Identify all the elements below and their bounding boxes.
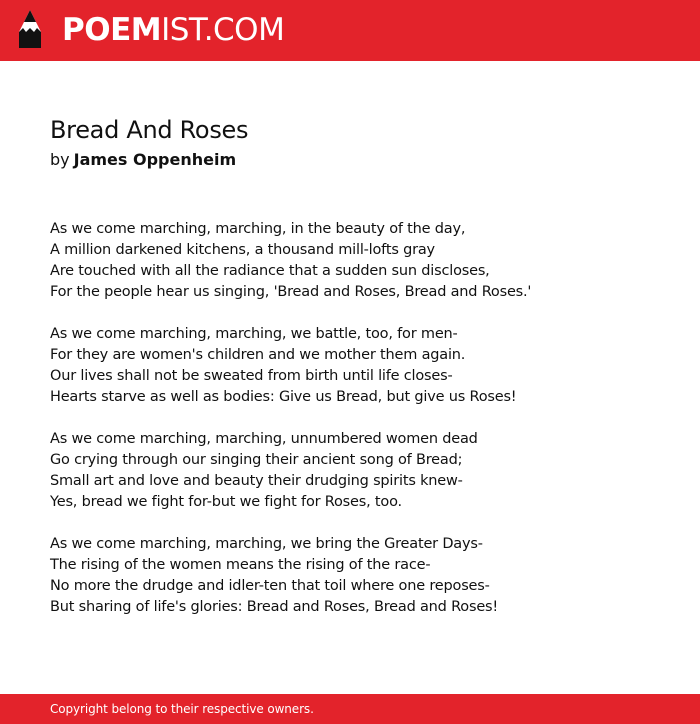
- poem-line: As we come marching, marching, we battle, too, for men-: [50, 326, 458, 342]
- byline: [50, 150, 236, 169]
- stanza: [50, 429, 670, 513]
- copyright-text: Copyright belong to their respective owners.: [50, 702, 314, 716]
- poem-line: Go crying through our singing their ancient song of Bread;: [50, 452, 463, 468]
- pencil-tip-icon[interactable]: [16, 8, 44, 52]
- poem-line: Yes, bread we fight for-but we fight for Roses, too.: [50, 494, 402, 510]
- site-logo-text[interactable]: [62, 11, 284, 49]
- brand-light: IST.COM: [161, 12, 285, 48]
- site-header: [0, 0, 700, 61]
- poem-line: For they are women's children and we mother them again.: [50, 347, 466, 363]
- poem-line: Are touched with all the radiance that a sudden sun discloses,: [50, 263, 490, 279]
- stanza: [50, 219, 670, 303]
- poem-line: Small art and love and beauty their drudging spirits knew-: [50, 473, 463, 489]
- site-footer: [0, 694, 700, 724]
- poem-line: Hearts starve as well as bodies: Give us Bread, but give us Roses!: [50, 389, 517, 405]
- poem-line: Our lives shall not be sweated from birth until life closes-: [50, 368, 453, 384]
- poem-line: The rising of the women means the rising of the race-: [50, 557, 431, 573]
- poem-line: As we come marching, marching, in the beauty of the day,: [50, 221, 466, 237]
- poem-title: Bread And Roses: [50, 116, 249, 144]
- poem-line: But sharing of life's glories: Bread and Roses, Bread and Roses!: [50, 599, 499, 615]
- author-name: James Oppenheim: [73, 150, 237, 169]
- brand-bold: POEM: [62, 12, 162, 48]
- poem-line: For the people hear us singing, 'Bread and Roses, Bread and Roses.': [50, 284, 532, 300]
- by-label: by: [50, 150, 70, 169]
- poem-line: No more the drudge and idler-ten that toil where one reposes-: [50, 578, 490, 594]
- stanza: [50, 534, 670, 618]
- poem-line: A million darkened kitchens, a thousand mill-lofts gray: [50, 242, 435, 258]
- poem-line: As we come marching, marching, unnumbered women dead: [50, 431, 478, 447]
- stanza: [50, 324, 670, 408]
- poem-line: As we come marching, marching, we bring the Greater Days-: [50, 536, 483, 552]
- poem-body: [50, 219, 670, 639]
